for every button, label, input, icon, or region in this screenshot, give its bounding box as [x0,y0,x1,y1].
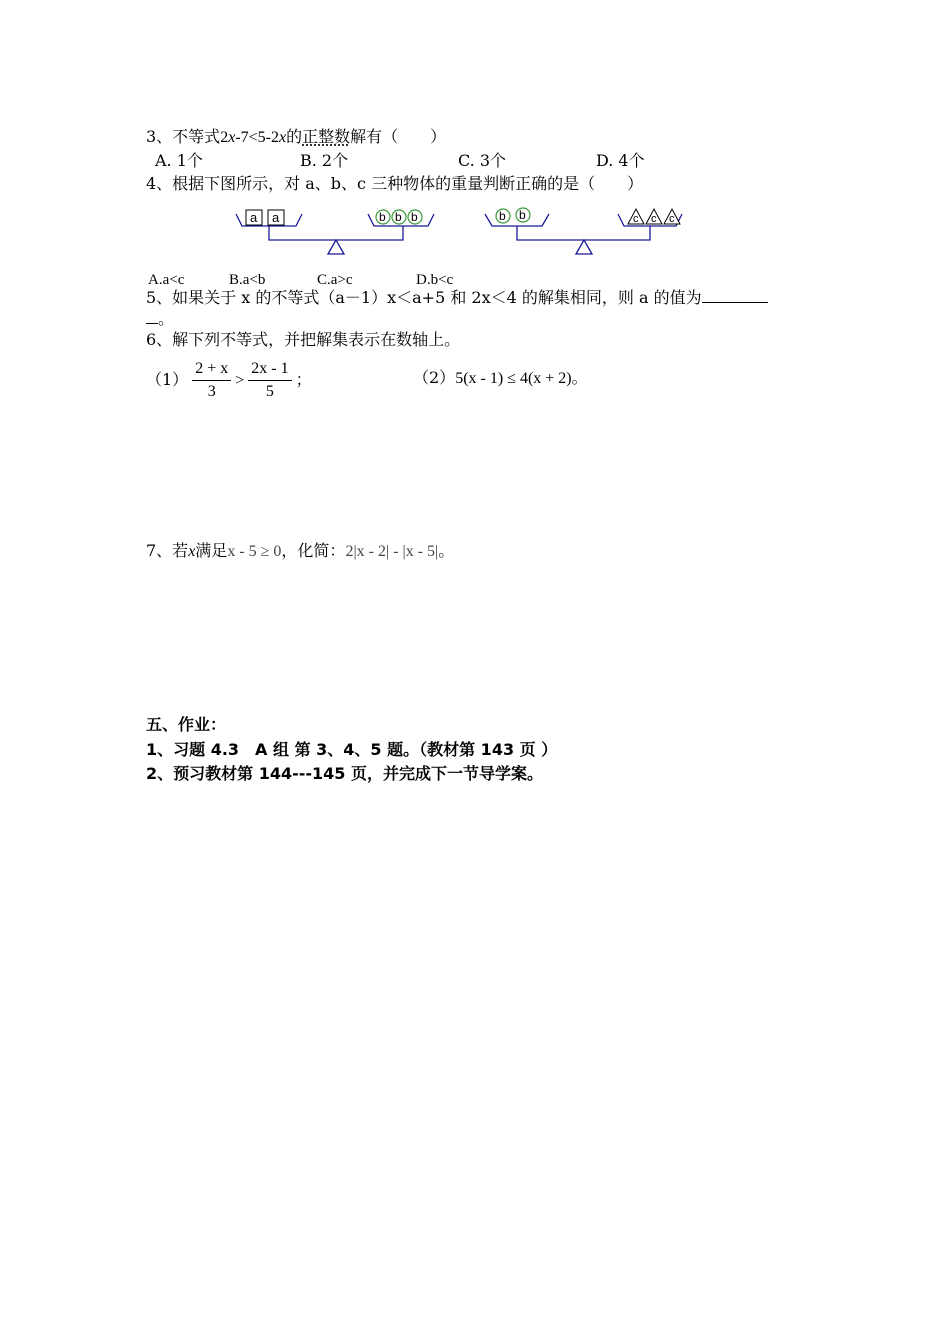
homework-title: 五、作业： [146,715,227,734]
scale2-fulcrum [576,240,592,254]
q6-p2-expr: 5(x - 1) ≤ 4(x + 2) [455,370,572,387]
q3-choice-d: D. 4个 [596,151,645,170]
q6-p1-end: ； [295,370,312,389]
q5-answer-blank-cont[interactable] [146,309,158,324]
q6-p1-den-right: 5 [265,383,274,400]
q4-line: 4、根据下图所示，对 a、b、c 三种物体的重量判断正确的是（ ） [146,174,644,193]
label-b-5: b [519,208,526,222]
q7-cond: x - 5 ≥ 0 [227,543,282,560]
homework-item-2: 2、预习教材第 144---145 页，并完成下一节导学案。 [146,764,543,783]
q7-end: 。 [438,541,455,560]
q6-p1-num-right: 2x - 1 [248,358,291,381]
label-b-2: b [395,210,402,224]
label-b-3: b [411,210,418,224]
homework-item-1: 1、习题 4.3 A 组 第 3、4、5 题。（教材第 143 页 ） [146,740,558,759]
q3-suffix: 解有（ ） [350,127,447,146]
q4-choice-d: D.b<c [416,272,454,288]
scale2-beam [517,226,650,240]
label-c-1: c [633,213,639,225]
scale1-beam [269,226,403,240]
q7-prefix: 7、若 [146,541,189,560]
q3-var2: x [278,129,287,146]
q7-mid2: ，化简： [281,541,346,560]
q6-part2 [413,368,588,389]
q3-choice-c: C. 3个 [458,151,507,170]
q6-p1-label: （1） [146,370,189,389]
q3-de: 的 [286,127,303,146]
q4-choice-c: C.a>c [317,272,353,288]
label-b-4: b [499,209,506,223]
q5-text: 5、如果关于 x 的不等式（a－1）x＜a+5 和 2x＜4 的解集相同，则 a 的值为 [146,288,702,307]
q6-p1-frac-right [248,358,291,403]
q3-choice-b: B. 2个 [300,151,349,170]
q3-ineq-mid: -7<5-2 [235,129,279,146]
label-c-2: c [651,213,657,225]
q7-var: x [188,543,196,560]
q6-p1-den-left: 3 [207,383,216,400]
q5-tail: 。 [158,309,175,328]
q6-p2-label: （2） [413,368,456,387]
label-a-1: a [250,210,258,225]
q3-underlined: 正整数 [302,127,351,146]
label-a-2: a [272,210,280,225]
q3-line [146,127,446,148]
q7-mid1: 满足 [195,541,228,560]
q3-prefix: 3、不等式 [146,127,221,146]
scale1-fulcrum [328,240,344,254]
label-c-3: c [669,213,675,225]
q3-ineq-2: 2 [220,129,229,146]
q6-line: 6、解下列不等式，并把解集表示在数轴上。 [146,330,461,349]
q6-p1-op: > [235,372,245,389]
q4-choice-b: B.a<b [229,272,266,288]
q6-p1-frac-left [192,358,231,403]
q6-p2-end: 。 [571,368,588,387]
q5-answer-blank[interactable] [702,288,768,303]
label-b-1: b [379,210,386,224]
q6-p1-num-left: 2 + x [192,358,231,381]
q5-line [146,288,768,308]
q7-expr: 2|x - 2| - |x - 5| [345,543,439,560]
q4-choice-a: A.a<c [148,272,185,288]
q7-line [146,541,454,562]
q5-line2 [146,309,174,329]
q3-choice-a: A. 1个 [155,151,203,170]
q3-var1: x [228,129,236,146]
balance-scales-figure [230,200,700,260]
q6-part1 [146,356,312,404]
